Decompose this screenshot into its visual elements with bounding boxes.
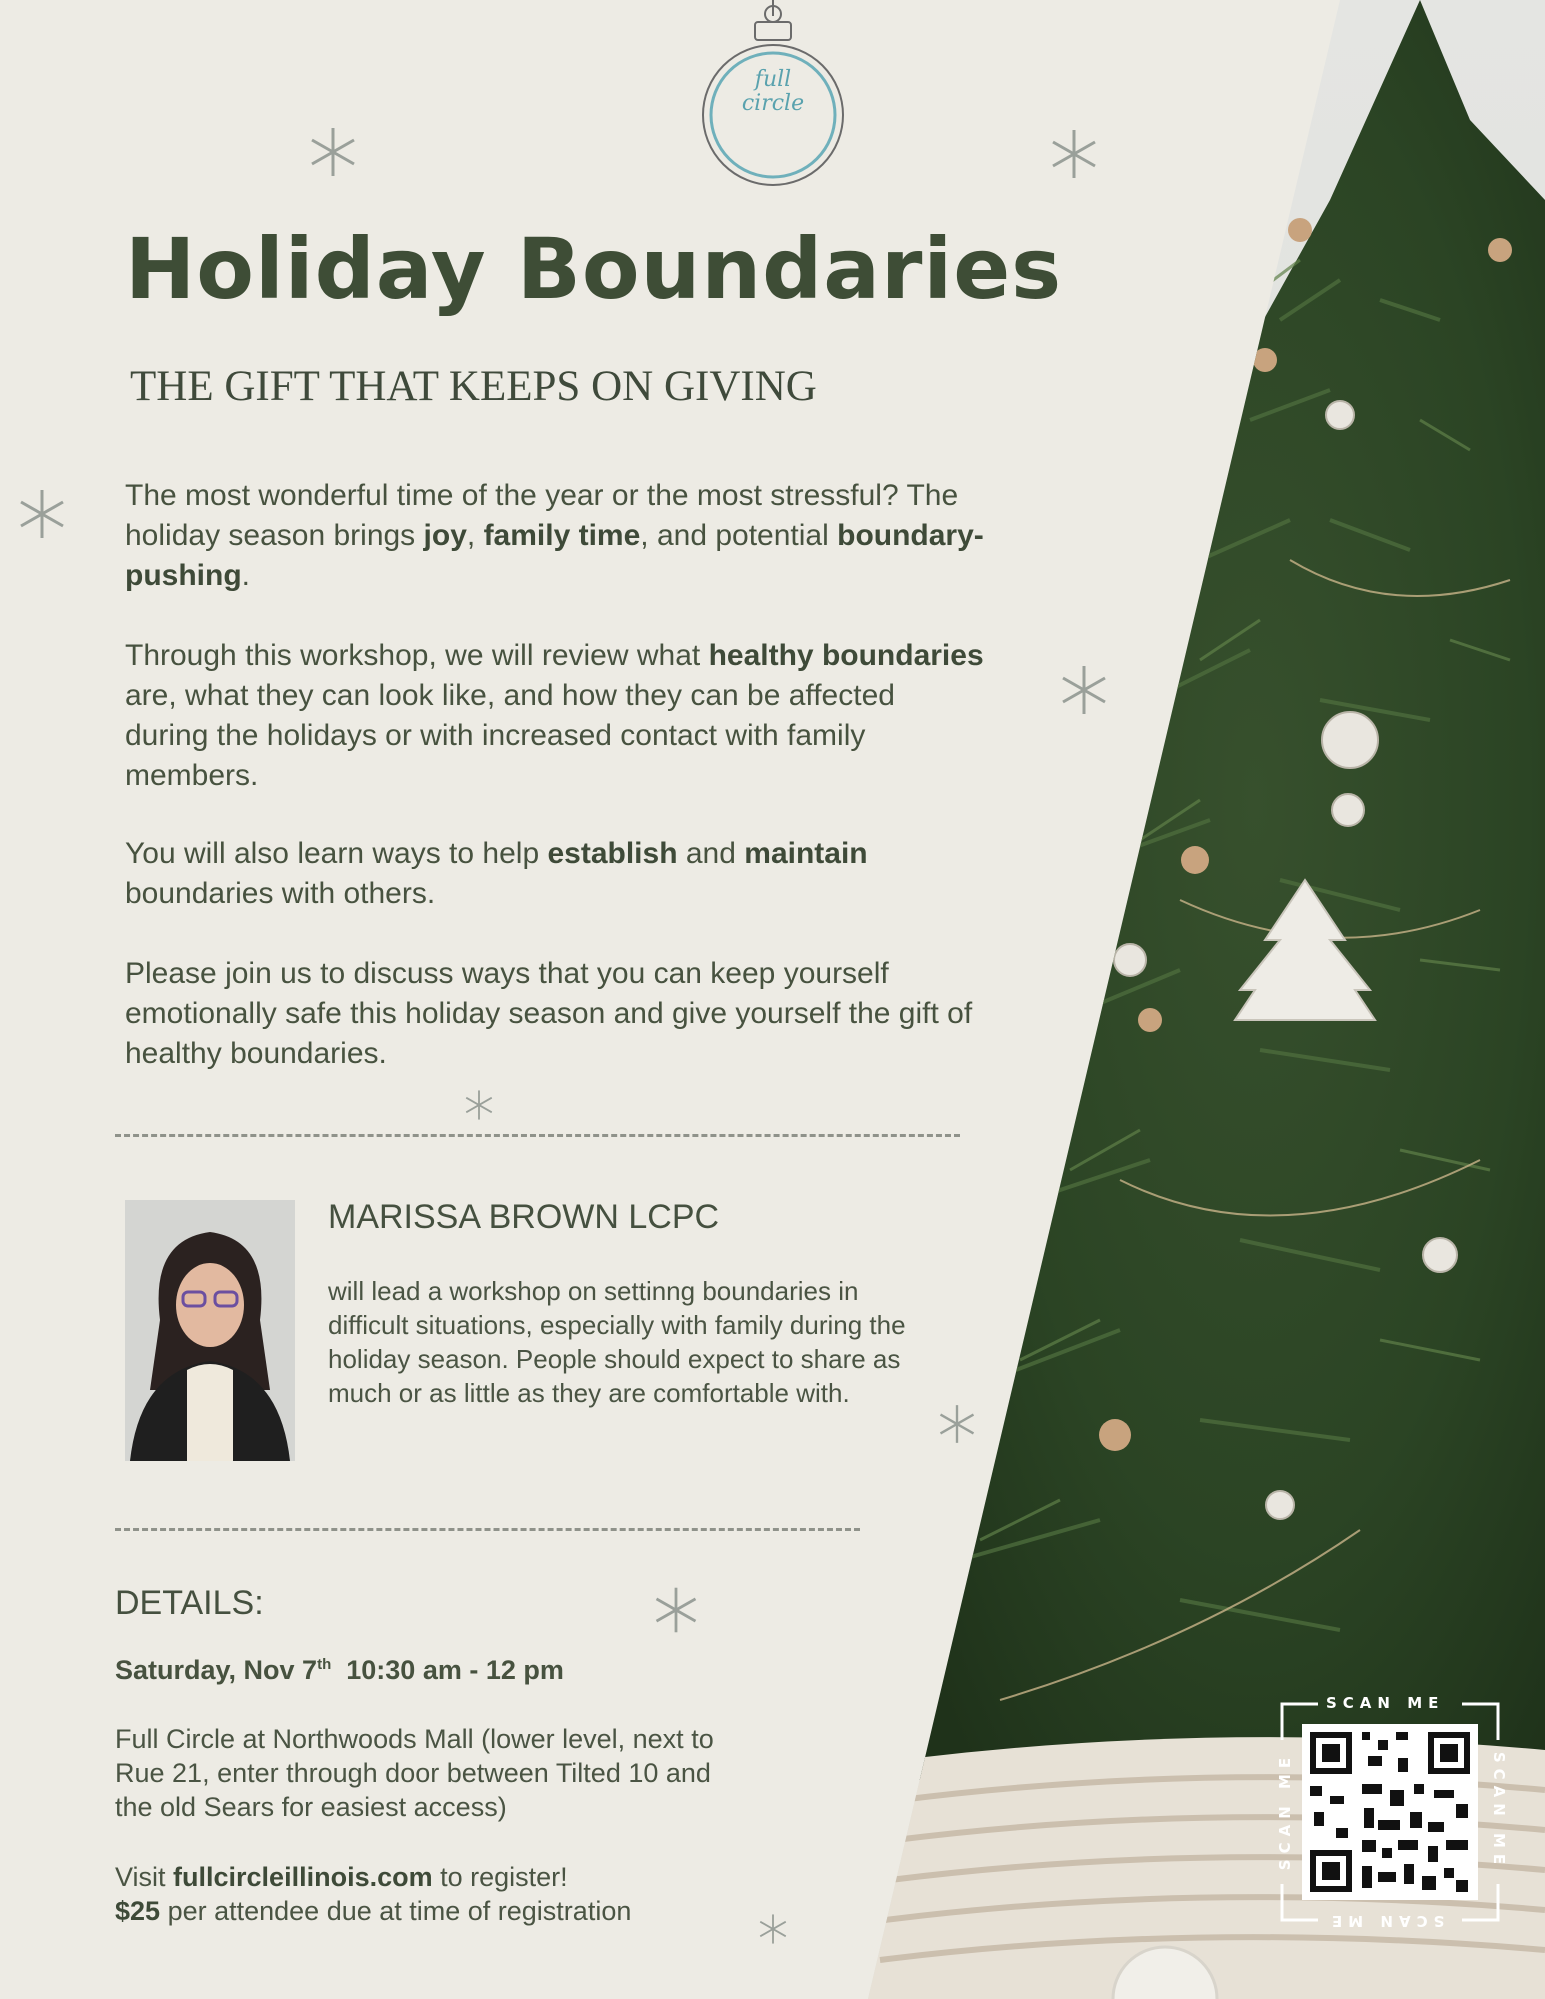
intro-text: and bbox=[677, 837, 745, 870]
intro-text: , bbox=[466, 519, 484, 552]
emphasis-boundary-pushing: boundary-pushing bbox=[125, 519, 984, 592]
page-subtitle: THE GIFT THAT KEEPS ON GIVING bbox=[130, 363, 817, 410]
logo-line1: full bbox=[754, 67, 792, 92]
intro-text: boundaries with others. bbox=[125, 877, 436, 910]
scan-me-label-right: SCAN ME bbox=[1490, 1751, 1509, 1871]
page-title: Holiday Boundaries bbox=[125, 220, 1063, 318]
price: $25 bbox=[115, 1896, 161, 1926]
logo-text bbox=[700, 68, 846, 116]
intro-paragraph-2 bbox=[125, 636, 985, 796]
divider bbox=[115, 1134, 960, 1137]
event-time: 10:30 am - 12 pm bbox=[346, 1655, 564, 1685]
register-text: Visit bbox=[115, 1862, 174, 1892]
emphasis-joy: joy bbox=[423, 519, 467, 552]
register-link[interactable]: fullcircleillinois.com bbox=[173, 1862, 433, 1892]
intro-text: You will also learn ways to help bbox=[125, 837, 548, 870]
date-suffix: th bbox=[317, 1656, 332, 1673]
emphasis-family-time: family time bbox=[483, 519, 641, 552]
intro-text: , and potential bbox=[640, 519, 838, 552]
event-date bbox=[115, 1655, 564, 1686]
snowflake-icon bbox=[1056, 662, 1112, 718]
snowflake-icon bbox=[14, 486, 70, 542]
qr-code-icon bbox=[1278, 1700, 1502, 1924]
snowflake-icon bbox=[756, 1912, 790, 1946]
divider bbox=[115, 1528, 860, 1531]
speaker-description: will lead a workshop on settinng boundaries in difficult situations, especially with family during the holiday season. People should expect to share as much or as little as they are comfortable with. bbox=[328, 1276, 906, 1408]
details-heading: DETAILS: bbox=[115, 1584, 264, 1622]
intro-text: The most wonderful time of the year or the most stressful? The holiday season brings bbox=[125, 479, 959, 552]
snowflake-icon bbox=[650, 1584, 702, 1636]
intro-paragraph-3 bbox=[125, 834, 985, 914]
intro-text: Through this workshop, we will review what bbox=[125, 639, 709, 672]
speaker-portrait-icon bbox=[125, 1200, 295, 1461]
qr-code-block[interactable] bbox=[1276, 1694, 1509, 1930]
scan-me-label-top: SCAN ME bbox=[1326, 1694, 1445, 1712]
intro-text: are, what they can look like, and how they can be affected during the holidays or with increased contact with family members. bbox=[125, 679, 895, 792]
scan-me-label-left: SCAN ME bbox=[1276, 1751, 1295, 1871]
snowflake-icon bbox=[935, 1402, 979, 1446]
intro-text: . bbox=[241, 559, 250, 592]
scan-me-label-bottom: SCAN ME bbox=[1326, 1912, 1445, 1930]
intro-paragraph-4: Please join us to discuss ways that you can keep yourself emotionally safe this holiday season and give yourself the gift of healthy boundaries. bbox=[125, 957, 973, 1070]
event-location: Full Circle at Northwoods Mall (lower level, next to Rue 21, enter through door between Tilted 10 and the old Sears for easiest access) bbox=[115, 1724, 714, 1822]
speaker-name: MARISSA BROWN LCPC bbox=[328, 1198, 720, 1236]
register-info bbox=[115, 1860, 755, 1928]
full-circle-logo bbox=[700, 0, 846, 190]
price-text: per attendee due at time of registration bbox=[160, 1896, 632, 1926]
emphasis-healthy-boundaries: healthy boundaries bbox=[708, 639, 984, 672]
event-day: Saturday, Nov 7 bbox=[115, 1655, 318, 1685]
logo-line2: circle bbox=[741, 91, 805, 116]
emphasis-establish: establish bbox=[547, 837, 678, 870]
intro-paragraph-1 bbox=[125, 476, 985, 596]
snowflake-icon bbox=[1046, 126, 1102, 182]
emphasis-maintain: maintain bbox=[744, 837, 868, 870]
snowflake-icon bbox=[462, 1088, 496, 1122]
register-text: to register! bbox=[432, 1862, 568, 1892]
snowflake-icon bbox=[305, 124, 361, 180]
speaker-photo bbox=[125, 1200, 295, 1461]
